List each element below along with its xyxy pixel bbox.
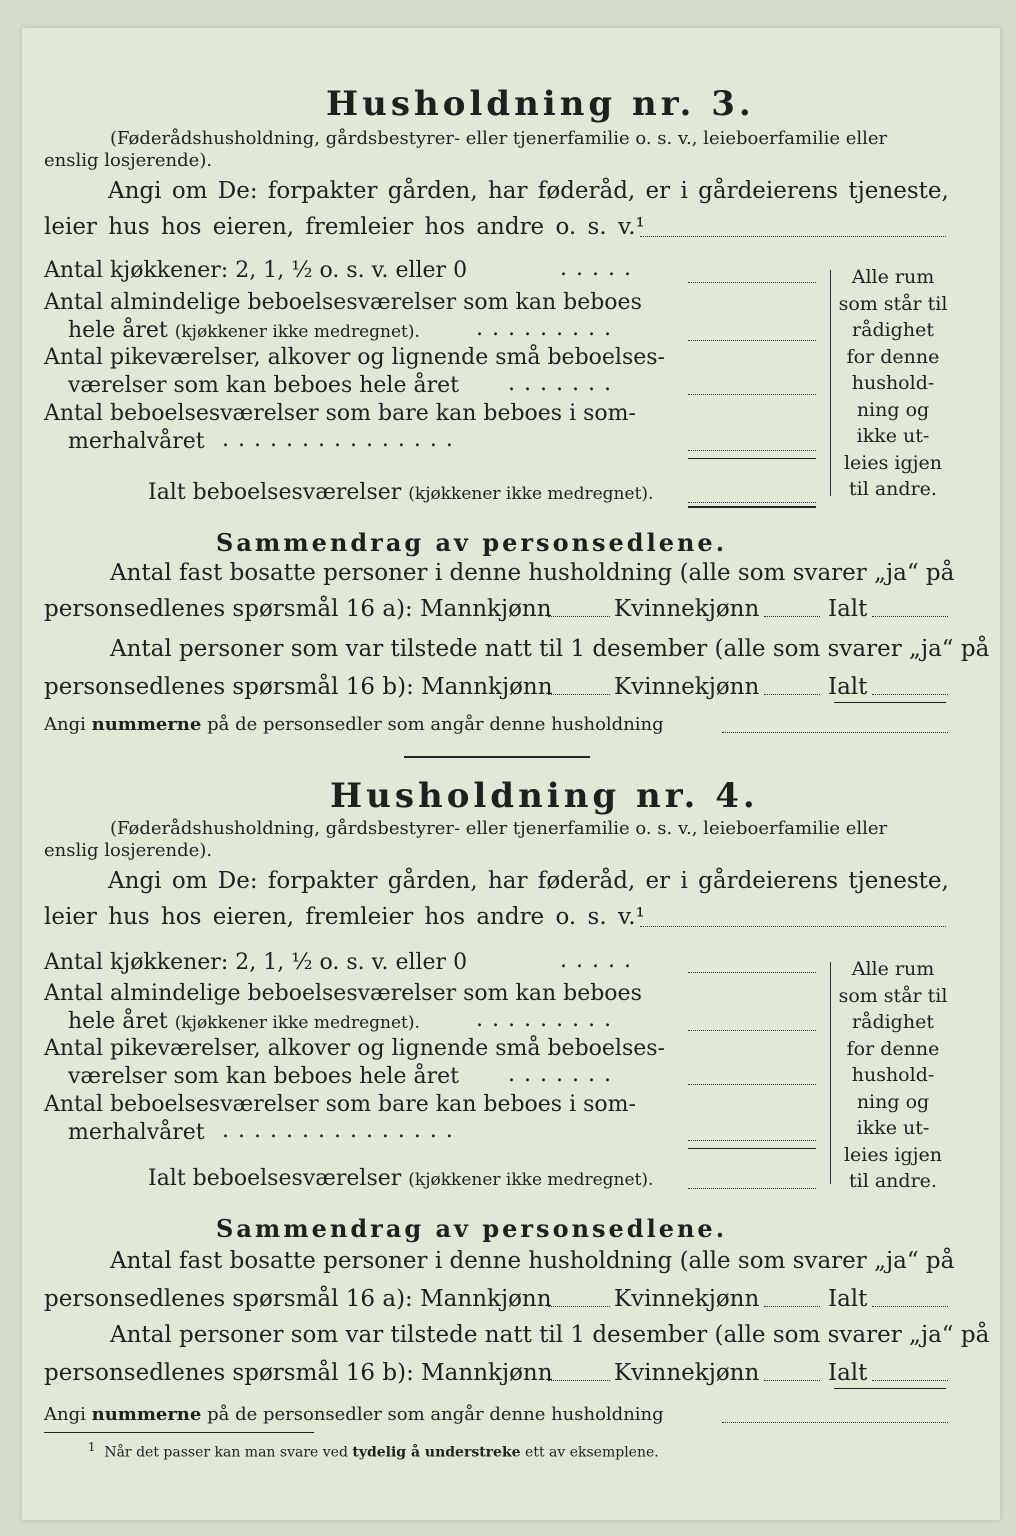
present-female-field[interactable]	[764, 694, 820, 695]
section-note: (Føderådshusholdning, gårdsbestyrer- eller tjenerfamilie o. s. v., leieboerfamilie eller	[110, 128, 888, 149]
brace	[830, 270, 831, 496]
present-total-field[interactable]	[872, 694, 948, 695]
person-numbers-field[interactable]	[722, 732, 948, 733]
total-rule	[688, 506, 816, 508]
female-label: Kvinnekjønn	[614, 1286, 760, 1312]
rooms-question: Antal almindelige beboelsesværelser som kan beboes	[44, 981, 642, 1006]
summer-rooms-question-cont: merhalvåret	[68, 429, 205, 454]
summary-title: Sammendrag av personsedlene.	[216, 1214, 728, 1243]
kitchens-field[interactable]	[688, 282, 816, 283]
total-label: Ialt	[828, 1286, 868, 1312]
leader-dots: ...............	[222, 427, 462, 452]
rooms-question: Antal almindelige beboelsesværelser som kan beboes	[44, 290, 642, 315]
leader-dots: .....	[560, 256, 640, 281]
footnote: $^1$ Når det passer kan man svare ved tydelig å understreke ett av eksemplene.	[88, 1440, 659, 1461]
maid-rooms-question: Antal pikeværelser, alkover og lignende små beboelses-	[44, 345, 665, 370]
section-title: Husholdning nr. 3.	[326, 84, 755, 124]
female-label: Kvinnekjønn	[614, 596, 760, 622]
side-note: Alle rum som står til rådighet for denne hushold-ning og ikke ut-leies igjen til andre.	[838, 958, 948, 1192]
leader-dots: .......	[508, 1062, 620, 1087]
maid-rooms-field[interactable]	[688, 394, 816, 395]
rooms-field[interactable]	[688, 340, 816, 341]
total-rooms-label: Ialt beboelsesværelser (kjøkkener ikke medregnet).	[148, 480, 654, 505]
kitchens-question: Antal kjøkkener: 2, 1, ½ o. s. v. eller 0	[44, 950, 468, 975]
present-persons-question: Antal personer som var tilstede natt til 1 desember (alle som svarer „ja“ på	[110, 636, 990, 662]
leader-dots: ...............	[222, 1118, 462, 1143]
maid-rooms-question-cont: værelser som kan beboes hele året	[68, 373, 459, 398]
arrangement-question-cont: leier hus hos eieren, fremleier hos andre o. s. v.¹	[44, 214, 645, 240]
present-persons-row: personsedlenes spørsmål 16 b): Mannkjønn	[44, 1360, 553, 1386]
resident-persons-question: Antal fast bosatte personer i denne husholdning (alle som svarer „ja“ på	[110, 560, 955, 586]
resident-male-field[interactable]	[548, 616, 610, 617]
total-rooms-field[interactable]	[688, 502, 816, 503]
kitchens-field[interactable]	[688, 972, 816, 973]
present-male-field[interactable]	[548, 1380, 610, 1381]
resident-female-field[interactable]	[764, 1306, 820, 1307]
section-note-cont: enslig losjerende).	[44, 840, 213, 861]
leader-dots: .......	[508, 371, 620, 396]
total-label: Ialt	[828, 596, 868, 622]
rooms-question-cont: hele året (kjøkkener ikke medregnet).	[68, 318, 420, 343]
section-note: (Føderådshusholdning, gårdsbestyrer- eller tjenerfamilie o. s. v., leieboerfamilie eller	[110, 818, 888, 839]
present-male-field[interactable]	[548, 694, 610, 695]
leader-dots: .........	[476, 316, 620, 341]
present-persons-row: personsedlenes spørsmål 16 b): Mannkjønn	[44, 674, 553, 700]
summer-rooms-question: Antal beboelsesværelser som bare kan beboes i som-	[44, 401, 636, 426]
resident-total-field[interactable]	[872, 616, 948, 617]
arrangement-answer-field[interactable]	[640, 236, 946, 237]
resident-female-field[interactable]	[764, 616, 820, 617]
summer-rooms-question-cont: merhalvåret	[68, 1120, 205, 1145]
footnote-rule	[44, 1432, 314, 1433]
section-divider	[404, 756, 590, 758]
present-female-field[interactable]	[764, 1380, 820, 1381]
resident-persons-row: personsedlenes spørsmål 16 a): Mannkjønn	[44, 1286, 552, 1312]
summer-rooms-field[interactable]	[688, 450, 816, 451]
summer-rooms-question: Antal beboelsesværelser som bare kan beboes i som-	[44, 1092, 636, 1117]
brace	[830, 962, 831, 1184]
leader-dots: .........	[476, 1007, 620, 1032]
sum-rule	[688, 458, 816, 459]
present-total-field[interactable]	[872, 1380, 948, 1381]
rooms-field[interactable]	[688, 1030, 816, 1031]
side-note: Alle rum som står til rådighet for denne hushold-ning og ikke ut-leies igjen til andre.	[838, 266, 948, 500]
person-numbers-field[interactable]	[722, 1422, 948, 1423]
resident-persons-row: personsedlenes spørsmål 16 a): Mannkjønn	[44, 596, 552, 622]
resident-total-field[interactable]	[872, 1306, 948, 1307]
total-rooms-label: Ialt beboelsesværelser (kjøkkener ikke medregnet).	[148, 1166, 654, 1191]
summer-rooms-field[interactable]	[688, 1140, 816, 1141]
total-label: Ialt	[828, 1360, 868, 1386]
section-title: Husholdning nr. 4.	[330, 776, 759, 816]
maid-rooms-field[interactable]	[688, 1084, 816, 1085]
present-persons-question: Antal personer som var tilstede natt til 1 desember (alle som svarer „ja“ på	[110, 1322, 990, 1348]
person-numbers-label: Angi nummerne på de personsedler som angår denne husholdning	[44, 714, 664, 735]
resident-male-field[interactable]	[548, 1306, 610, 1307]
maid-rooms-question: Antal pikeværelser, alkover og lignende små beboelses-	[44, 1036, 665, 1061]
total-rooms-field[interactable]	[688, 1188, 816, 1189]
summary-title: Sammendrag av personsedlene.	[216, 528, 728, 557]
total-label: Ialt	[828, 674, 868, 700]
rooms-question-cont: hele året (kjøkkener ikke medregnet).	[68, 1009, 420, 1034]
resident-persons-question: Antal fast bosatte personer i denne husholdning (alle som svarer „ja“ på	[110, 1248, 955, 1274]
total-rule	[834, 702, 946, 703]
female-label: Kvinnekjønn	[614, 674, 760, 700]
section-note-cont: enslig losjerende).	[44, 150, 213, 171]
sum-rule	[688, 1148, 816, 1149]
kitchens-question: Antal kjøkkener: 2, 1, ½ o. s. v. eller 0	[44, 258, 468, 283]
arrangement-answer-field[interactable]	[640, 926, 946, 927]
person-numbers-label: Angi nummerne på de personsedler som angår denne husholdning	[44, 1404, 664, 1425]
leader-dots: .....	[560, 948, 640, 973]
arrangement-question: Angi om De: forpakter gården, har føderåd, er i gårdeierens tjeneste,	[108, 868, 949, 894]
female-label: Kvinnekjønn	[614, 1360, 760, 1386]
maid-rooms-question-cont: værelser som kan beboes hele året	[68, 1064, 459, 1089]
total-rule	[834, 1388, 946, 1389]
arrangement-question-cont: leier hus hos eieren, fremleier hos andre o. s. v.¹	[44, 904, 645, 930]
arrangement-question: Angi om De: forpakter gården, har føderåd, er i gårdeierens tjeneste,	[108, 178, 949, 204]
